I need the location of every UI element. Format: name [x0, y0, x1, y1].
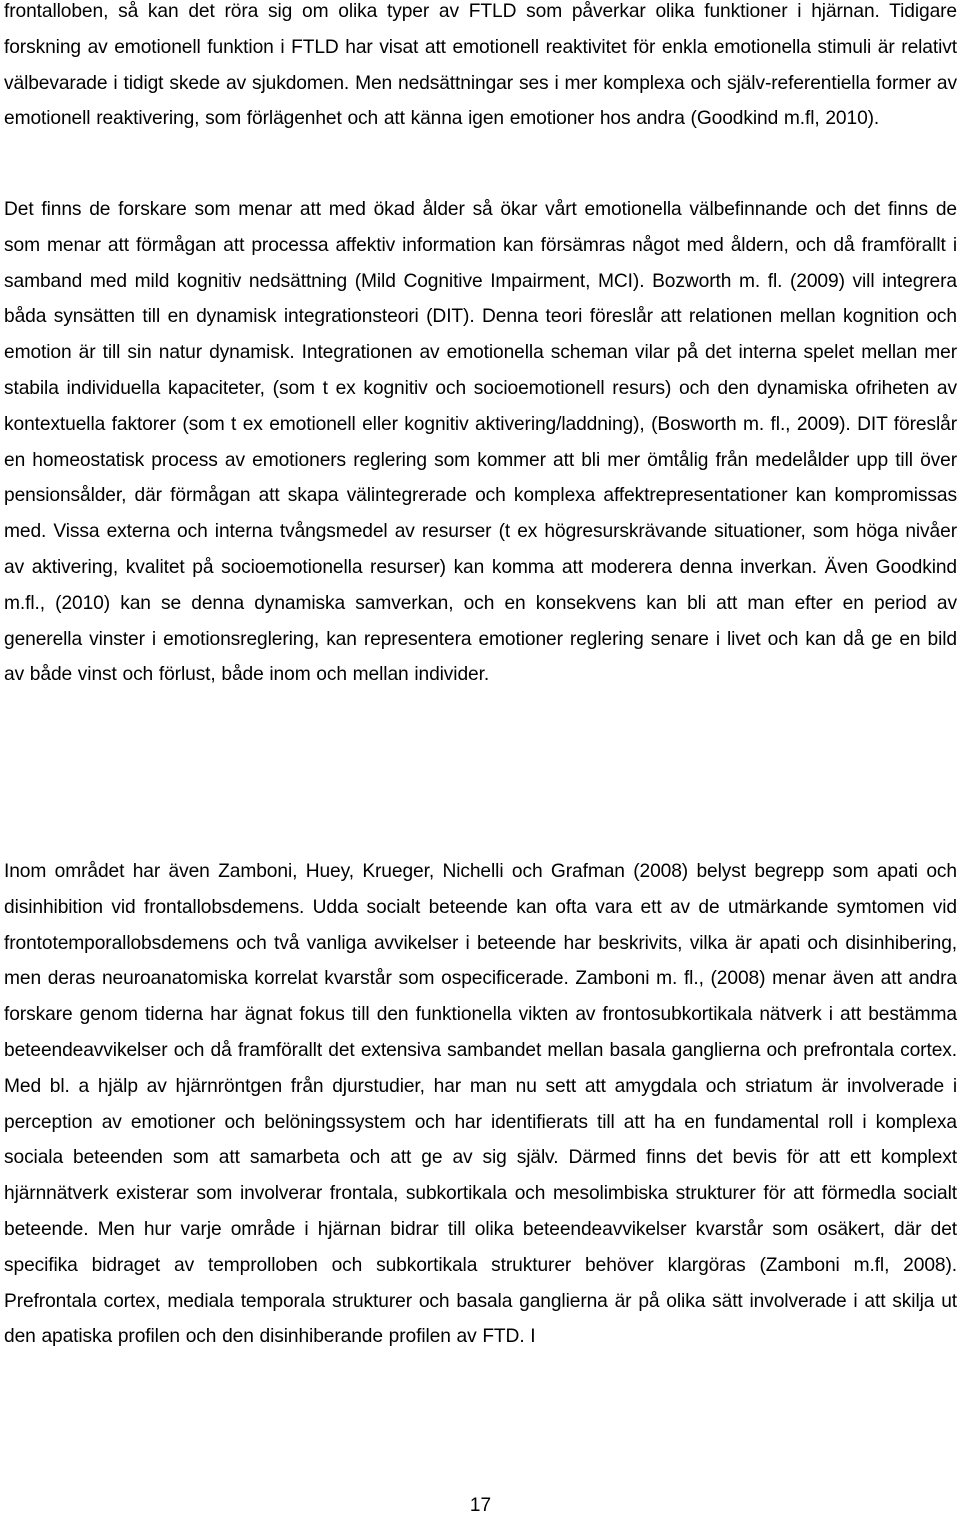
- paragraph-dynamic-integration-theory: Det finns de forskare som menar att med ökad ålder så ökar vårt emotionella välbefinnande och det finns de som menar att förmågan att processa affektiv information kan försämras något med åldern, och då framförallt i samband med mild kognitiv nedsättning (Mild Cognitive Impairment, MCI). Bozworth m. fl. (2009) vill integrera båda synsätten till en dynamisk integrationsteori (DIT). Denna teori föreslår att relationen mellan kognition och emotion är till sin natur dynamisk. Integrationen av emotionella scheman vilar på det interna spelet mellan mer stabila individuella kapaciteter, (som t ex kognitiv och socioemotionell resurs) och den dynamiska ofriheten av kontextuella faktorer (som t ex emotionell eller kognitiv aktivering/laddning), (Bosworth m. fl., 2009). DIT föreslår en homeostatisk process av emotioners reglering som kommer att bli mer ömtålig från medelålder upp till över pensionsålder, där förmågan att skapa välintegrerade och komplexa affektrepresentationer kan kompromissas med. Vissa externa och interna tvångsmedel av resurser (t ex högresurskrävande situationer, som höga nivåer av aktivering, kvalitet på socioemotionella resurser) kan komma att moderera denna inverkan. Även Goodkind m.fl., (2010) kan se denna dynamiska samverkan, och en konsekvens kan bli att man efter en period av generella vinster i emotionsreglering, kan representera emotioner reglering senare i livet och kan då ge en bild av både vinst och förlust, både inom och mellan individer.: [4, 199, 957, 686]
- paragraph-ftld-emotion: frontalloben, så kan det röra sig om olika typer av FTLD som påverkar olika funktioner i hjärnan. Tidigare forskning av emotionell funktion i FTLD har visat att emotionell reaktivitet för enkla emotionella stimuli är relativt välbevarade i tidigt skede av sjukdomen. Men nedsättningar ses i mer komplexa och själv-referentiella former av emotionell reaktivering, som förlägenhet och att känna igen emotioner hos andra (Goodkind m.fl, 2010).: [4, 1, 957, 130]
- page-number: 17: [469, 1495, 492, 1516]
- paragraph-apathy-disinhibition: Inom området har även Zamboni, Huey, Krueger, Nichelli och Grafman (2008) belyst begrepp som apati och disinhibition vid frontallobsdemens. Udda socialt beteende kan ofta vara ett av de utmärkande symtomen vid frontotemporallobsdemens och två vanliga avvikelser i beteende har beskrivits, vilka är apati och disinhibering, men deras neuroanatomiska korrelat kvarstår som ospecificerade. Zamboni m. fl., (2008) menar även att andra forskare genom tiderna har ägnat fokus till den funktionella vikten av frontosubkortikala nätverk i att bestämma beteendeavvikelser och då framförallt det extensiva sambandet mellan basala ganglierna och prefrontala cortex. Med bl. a hjälp av hjärnröntgen från djurstudier, har man nu sett att amygdala och striatum är involverade i perception av emotioner och belöningssystem och har identifierats till att ha en fundamental roll i komplexa sociala beteenden som att samarbeta och att ge av sig själv. Därmed finns det bevis för att ett komplext hjärnnätverk existerar som involverar frontala, subkortikala och mesolimbiska strukturer för att förmedla socialt beteende. Men hur varje område i hjärnan bidrar till olika beteendeavvikelser kvarstår som osäkert, där det specifika bidraget av temprolloben och subkortikala strukturer behöver klargöras (Zamboni m.fl, 2008). Prefrontala cortex, mediala temporala strukturer och basala ganglierna är på olika sätt involverade i att skilja ut den apatiska profilen och den disinhiberande profilen av FTD. I: [4, 861, 957, 1348]
- document-page: [4, 0, 957, 1517]
